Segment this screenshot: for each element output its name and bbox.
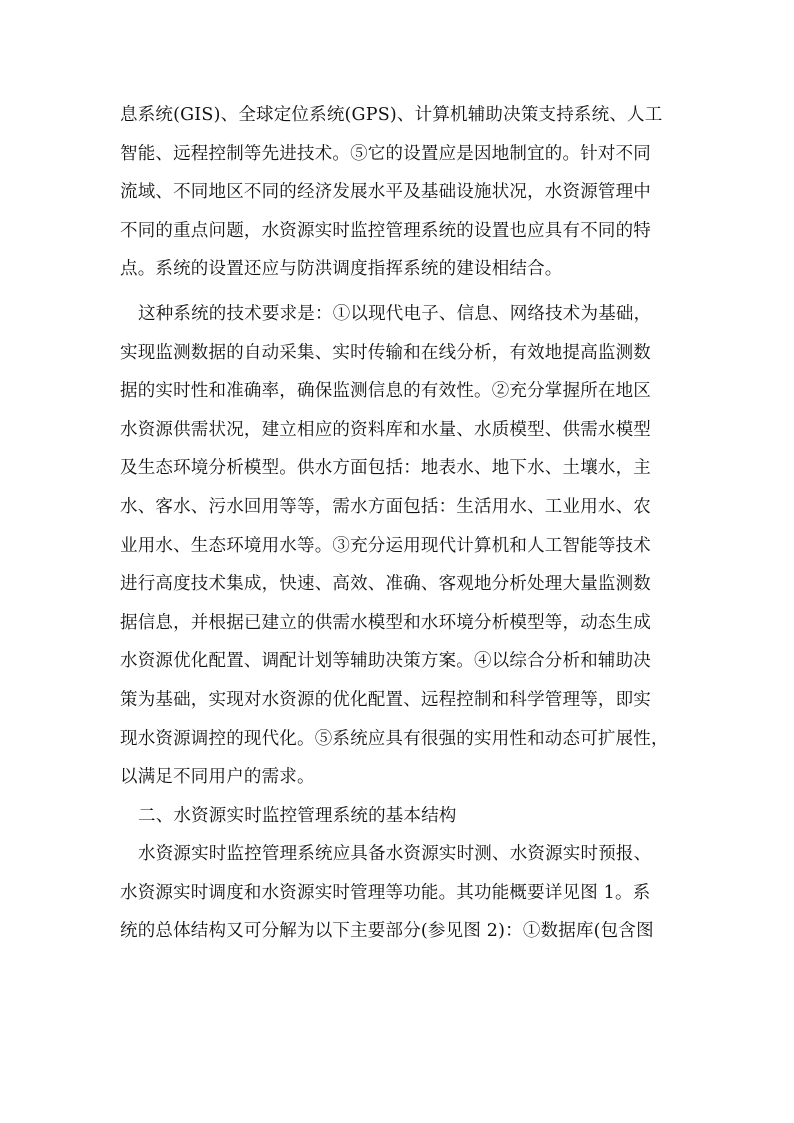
text-line: 息系统(GIS)、全球定位系统(GPS)、计算机辅助决策支持系统、人工 [120,105,663,125]
text-line: 流域、不同地区不同的经济发展水平及基础设施状况，水资源管理中 [120,182,651,203]
text-line: 以满足不同用户的需求。 [120,767,315,788]
text-line: 及生态环境分析模型。供水方面包括：地表水、地下水、土壤水，主 [120,458,651,479]
text-line: 水、客水、污水回用等等，需水方面包括：生活用水、工业用水、农 [120,496,651,517]
text-line: 水资源实时调度和水资源实时管理等功能。其功能概要详见图 1。系 [120,882,651,903]
text-line: 点。系统的设置还应与防洪调度指挥系统的建设相结合。 [120,259,563,280]
paragraph-first-line: 水资源实时监控管理系统应具备水资源实时测、水资源实时预报、 [138,844,652,865]
paragraph-first-line: 这种系统的技术要求是：①以现代电子、信息、网络技术为基础， [138,303,652,324]
text-line: 水资源供需状况，建立相应的资料库和水量、水质模型、供需水模型 [120,419,651,440]
text-line: 据的实时性和准确率，确保监测信息的有效性。②充分掌握所在地区 [120,381,651,402]
section-heading: 二、水资源实时监控管理系统的基本结构 [138,805,457,826]
body-text [120,96,680,951]
text-line: 据信息，并根据已建立的供需水模型和水环境分析模型等，动态生成 [120,612,651,633]
text-line: 进行高度技术集成，快速、高效、准确、客观地分析处理大量监测数 [120,574,651,595]
text-line: 策为基础，实现对水资源的优化配置、远程控制和科学管理等，即实 [120,689,651,710]
text-line: 实现监测数据的自动采集、实时传输和在线分析，有效地提高监测数 [120,342,651,363]
text-line: 统的总体结构又可分解为以下主要部分(参见图 2)：①数据库(包含图 [120,921,654,942]
text-line: 智能、远程控制等先进技术。⑤它的设置应是因地制宜的。针对不同 [120,143,651,164]
text-line: 水资源优化配置、调配计划等辅助决策方案。④以综合分析和辅助决 [120,651,651,672]
text-line: 现水资源调控的现代化。⑤系统应具有很强的实用性和动态可扩展性， [120,728,669,749]
text-line: 业用水、生态环境用水等。③充分运用现代计算机和人工智能等技术 [120,535,651,556]
text-line: 不同的重点问题，水资源实时监控管理系统的设置也应具有不同的特 [120,220,651,241]
